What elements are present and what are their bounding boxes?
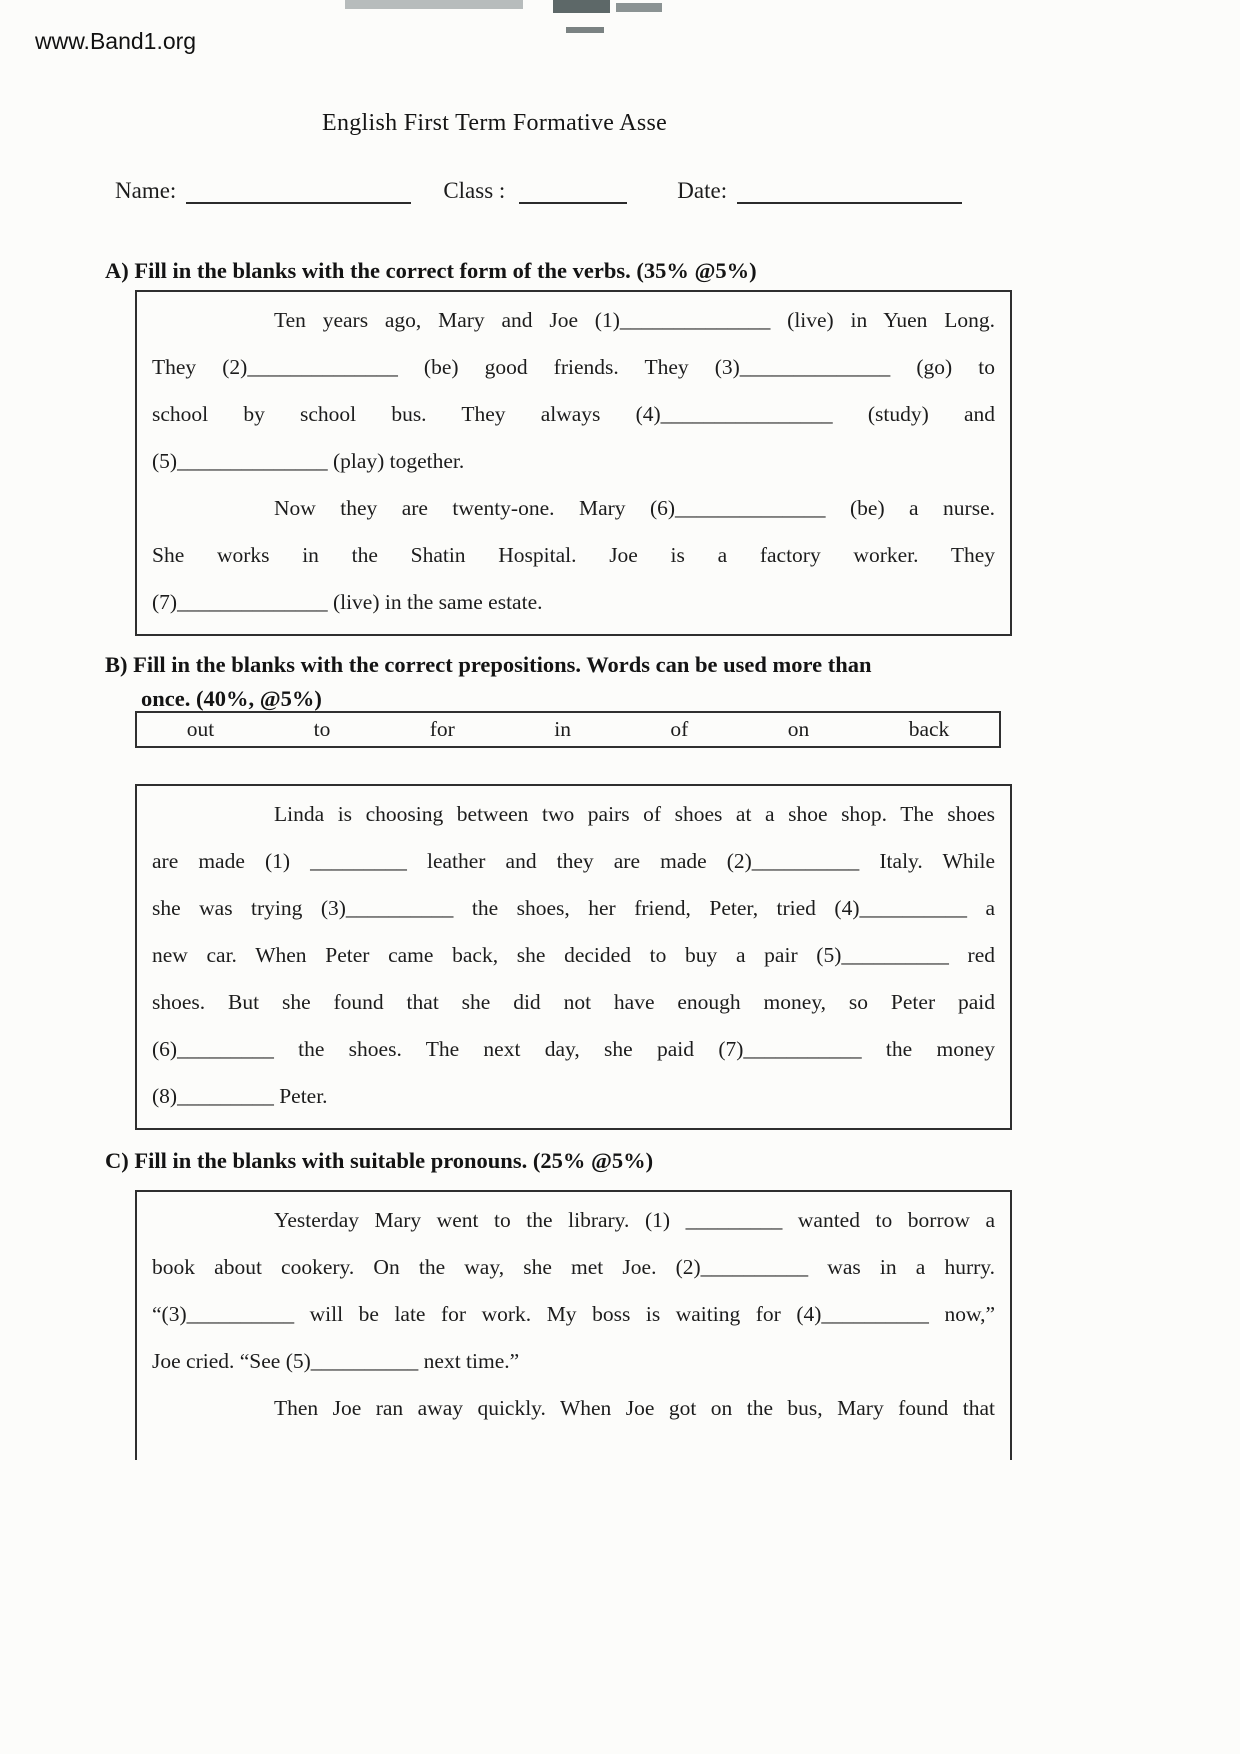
- name-blank: [186, 176, 411, 204]
- name-label: Name:: [115, 178, 177, 203]
- passage-line: are made (1) _________ leather and they are made (2)__________ Italy. While: [152, 849, 995, 873]
- date-blank: [737, 176, 962, 204]
- section-c-passage-box: [135, 1190, 1012, 1460]
- scan-artifact: [553, 0, 610, 13]
- passage-line: school by school bus. They always (4)________________ (study) and: [152, 402, 995, 426]
- passage-line: Ten years ago, Mary and Joe (1)______________ (live) in Yuen Long.: [274, 308, 995, 332]
- passage-line: Then Joe ran away quickly. When Joe got on the bus, Mary found that: [274, 1396, 995, 1420]
- section-c-heading: C) Fill in the blanks with suitable pronouns. (25% @5%): [105, 1148, 654, 1173]
- section-b-heading-line2: once. (40%, @5%): [141, 686, 322, 711]
- passage-line: She works in the Shatin Hospital. Joe is a factory worker. They: [152, 543, 995, 567]
- word-bank-box: [135, 711, 1001, 748]
- scan-artifact: [616, 3, 662, 12]
- date-label: Date:: [677, 178, 728, 203]
- word-bank-item: to: [313, 717, 331, 741]
- section-a-passage-box: [135, 290, 1012, 636]
- site-watermark: www.Band1.org: [35, 28, 197, 54]
- passage-line: (8)_________ Peter.: [152, 1084, 328, 1108]
- passage-line: “(3)__________ will be late for work. My boss is waiting for (4)__________ now,”: [152, 1302, 995, 1326]
- passage-line: shoes. But she found that she did not have enough money, so Peter paid: [152, 990, 995, 1014]
- student-info-row: [115, 176, 1005, 204]
- word-bank-item: of: [670, 717, 689, 741]
- passage-line: (5)______________ (play) together.: [152, 449, 465, 473]
- word-bank-item: out: [186, 717, 215, 741]
- word-bank-item: for: [429, 717, 455, 741]
- passage-line: book about cookery. On the way, she met Joe. (2)__________ was in a hurry.: [152, 1255, 995, 1279]
- passage-line: (7)______________ (live) in the same estate.: [152, 590, 543, 614]
- section-b-heading-line1: B) Fill in the blanks with the correct prepositions. Words can be used more than: [105, 652, 872, 677]
- page-title: English First Term Formative Asse: [322, 110, 668, 136]
- passage-line: Linda is choosing between two pairs of shoes at a shoe shop. The shoes: [274, 802, 995, 826]
- section-b-heading: [105, 648, 1015, 716]
- passage-line: Joe cried. “See (5)__________ next time.”: [152, 1349, 520, 1373]
- passage-line: new car. When Peter came back, she decided to buy a pair (5)__________ red: [152, 943, 995, 967]
- passage-line: she was trying (3)__________ the shoes, her friend, Peter, tried (4)__________ a: [152, 896, 995, 920]
- word-bank-item: on: [787, 717, 810, 741]
- scan-artifact: [566, 27, 604, 33]
- class-blank: [519, 176, 627, 204]
- passage-line: Now they are twenty-one. Mary (6)______________ (be) a nurse.: [274, 496, 995, 520]
- scan-artifact: [345, 0, 523, 9]
- passage-line: They (2)______________ (be) good friends. They (3)______________ (go) to: [152, 355, 995, 379]
- section-a-heading: A) Fill in the blanks with the correct form of the verbs. (35% @5%): [105, 258, 757, 283]
- word-bank-item: back: [908, 717, 950, 741]
- section-b-passage-box: [135, 784, 1012, 1130]
- passage-line: Yesterday Mary went to the library. (1) _________ wanted to borrow a: [274, 1208, 995, 1232]
- class-label: Class :: [443, 178, 506, 203]
- word-bank-item: in: [554, 717, 571, 741]
- passage-line: (6)_________ the shoes. The next day, she paid (7)___________ the money: [152, 1037, 995, 1061]
